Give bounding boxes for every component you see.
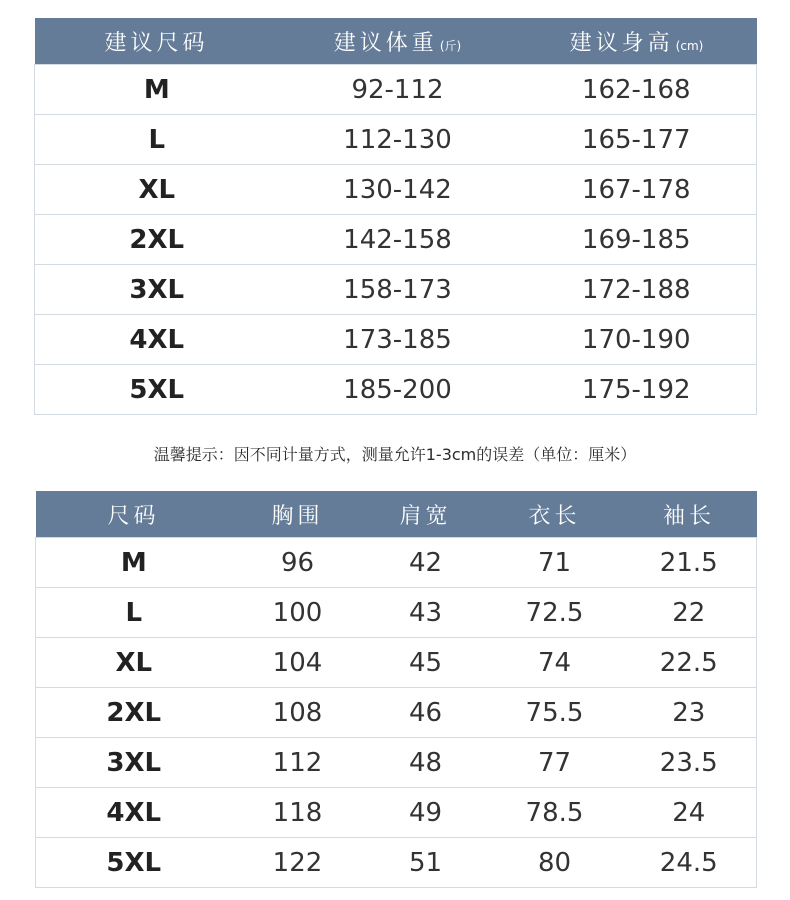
weight-cell: 142-158 xyxy=(279,215,517,265)
height-cell: 172-188 xyxy=(517,265,757,315)
table-row xyxy=(36,638,757,688)
length-cell: 78.5 xyxy=(488,788,622,838)
size-cell: 2XL xyxy=(36,688,232,738)
size-cell: 3XL xyxy=(36,738,232,788)
table-row xyxy=(36,538,757,588)
chest-cell: 104 xyxy=(232,638,364,688)
shoulder-cell: 42 xyxy=(364,538,488,588)
table-row xyxy=(36,688,757,738)
header-shoulder: 肩宽 xyxy=(364,491,488,538)
table-row xyxy=(35,165,757,215)
chest-cell: 112 xyxy=(232,738,364,788)
size-cell: 2XL xyxy=(35,215,279,265)
height-cell: 169-185 xyxy=(517,215,757,265)
header-recommended-weight: 建议体重 (斤) xyxy=(279,18,517,65)
height-cell: 165-177 xyxy=(517,115,757,165)
length-cell: 72.5 xyxy=(488,588,622,638)
length-cell: 75.5 xyxy=(488,688,622,738)
size-cell: M xyxy=(36,538,232,588)
size-cell: XL xyxy=(35,165,279,215)
sleeve-cell: 23 xyxy=(622,688,757,738)
length-cell: 71 xyxy=(488,538,622,588)
sleeve-cell: 22 xyxy=(622,588,757,638)
weight-cell: 92-112 xyxy=(279,65,517,115)
size-cell: M xyxy=(35,65,279,115)
shoulder-cell: 46 xyxy=(364,688,488,738)
height-cell: 162-168 xyxy=(517,65,757,115)
size-cell: L xyxy=(36,588,232,638)
length-cell: 74 xyxy=(488,638,622,688)
shoulder-cell: 49 xyxy=(364,788,488,838)
sleeve-cell: 24.5 xyxy=(622,838,757,888)
weight-cell: 173-185 xyxy=(279,315,517,365)
header-size: 尺码 xyxy=(36,491,232,538)
sleeve-cell: 21.5 xyxy=(622,538,757,588)
measurement-note: 温馨提示：因不同计量方式，测量允许1-3cm的误差（单位：厘米） xyxy=(153,445,637,464)
height-cell: 170-190 xyxy=(517,315,757,365)
sleeve-cell: 24 xyxy=(622,788,757,838)
table-row xyxy=(35,265,757,315)
garment-measurement-table xyxy=(35,491,757,888)
height-cell: 167-178 xyxy=(517,165,757,215)
weight-cell: 130-142 xyxy=(279,165,517,215)
header-recommended-size: 建议尺码 xyxy=(35,18,279,65)
sleeve-cell: 23.5 xyxy=(622,738,757,788)
height-cell: 175-192 xyxy=(517,365,757,415)
table-row xyxy=(36,738,757,788)
table-row xyxy=(35,315,757,365)
length-cell: 80 xyxy=(488,838,622,888)
shoulder-cell: 48 xyxy=(364,738,488,788)
size-cell: 5XL xyxy=(36,838,232,888)
chest-cell: 108 xyxy=(232,688,364,738)
header-sleeve: 袖长 xyxy=(622,491,757,538)
header-length: 衣长 xyxy=(488,491,622,538)
shoulder-cell: 45 xyxy=(364,638,488,688)
weight-cell: 112-130 xyxy=(279,115,517,165)
weight-cell: 185-200 xyxy=(279,365,517,415)
table-header-row xyxy=(36,491,757,538)
size-cell: 4XL xyxy=(36,788,232,838)
chest-cell: 122 xyxy=(232,838,364,888)
length-cell: 77 xyxy=(488,738,622,788)
table-row xyxy=(36,838,757,888)
header-recommended-height: 建议身高 (cm) xyxy=(517,18,757,65)
table-header-row xyxy=(35,18,757,65)
table-row xyxy=(36,788,757,838)
table-row xyxy=(35,365,757,415)
recommended-size-table xyxy=(34,18,757,415)
table-row xyxy=(36,588,757,638)
chest-cell: 96 xyxy=(232,538,364,588)
size-cell: 4XL xyxy=(35,315,279,365)
size-cell: 3XL xyxy=(35,265,279,315)
weight-unit: (斤) xyxy=(439,38,462,53)
size-cell: XL xyxy=(36,638,232,688)
table-row xyxy=(35,115,757,165)
size-cell: 5XL xyxy=(35,365,279,415)
table-row xyxy=(35,65,757,115)
chest-cell: 100 xyxy=(232,588,364,638)
chest-cell: 118 xyxy=(232,788,364,838)
header-chest: 胸围 xyxy=(232,491,364,538)
sleeve-cell: 22.5 xyxy=(622,638,757,688)
shoulder-cell: 51 xyxy=(364,838,488,888)
shoulder-cell: 43 xyxy=(364,588,488,638)
table-row xyxy=(35,215,757,265)
size-cell: L xyxy=(35,115,279,165)
weight-cell: 158-173 xyxy=(279,265,517,315)
height-unit: (cm) xyxy=(675,38,704,53)
